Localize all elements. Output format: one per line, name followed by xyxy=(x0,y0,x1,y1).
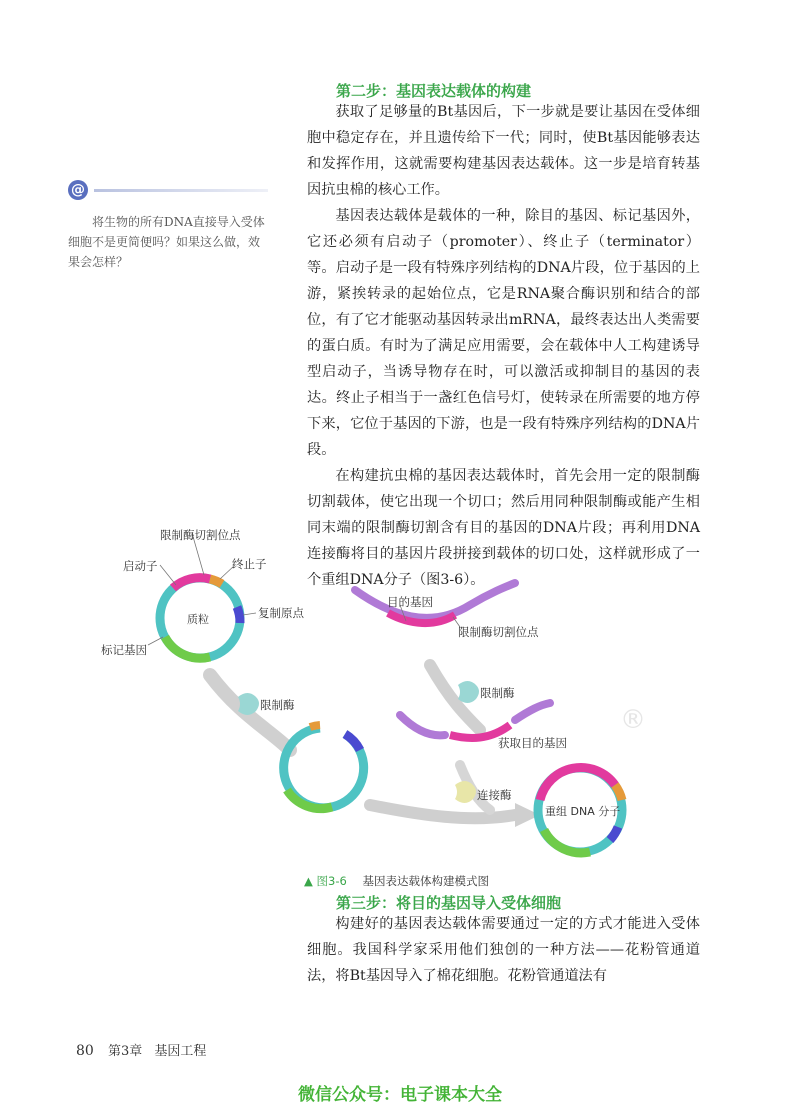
recombinant-dna-diagram xyxy=(538,768,622,853)
label-marker-gene: 标记基因 xyxy=(101,643,147,657)
caption-triangle-icon: ▲ xyxy=(304,874,313,888)
sidebar-header xyxy=(68,180,268,200)
paragraph: 在构建抗虫棉的基因表达载体时，首先会用一定的限制酶切割载体，使它出现一个切口；然后用同种限制酶或能产生相同末端的限制酶切割含有目的基因的DNA片段；再利用DNA连接酶将目的基因片段拼接到载体的切口处，这样就形成了一个重组DNA分子（图3-6）。 xyxy=(307,468,700,588)
sidebar-note xyxy=(68,180,268,272)
recombinant-label: 重组 DNA 分子 xyxy=(545,805,621,818)
section-heading-step3: 第三步：将目的基因导入受体细胞 xyxy=(336,894,562,912)
section-heading-step2: 第二步：基因表达载体的构建 xyxy=(336,82,532,100)
question-icon: @ xyxy=(68,180,88,200)
restriction-enzyme-icon xyxy=(238,693,259,715)
paragraph: 构建好的基因表达载体需要通过一定的方式才能进入受体细胞。我国科学家采用他们独创的一种方法——花粉管通道法，将Bt基因导入了棉花细胞。花粉管通道法有 xyxy=(307,916,700,984)
page-number: 80 xyxy=(76,1043,94,1059)
label-origin: 复制原点 xyxy=(258,606,304,620)
label-target-gene: 目的基因 xyxy=(387,595,433,609)
paragraph: 获取了足够量的Bt基因后，下一步就是要让基因在受体细胞中稳定存在，并且遗传给下一代；同时，使Bt基因能够表达和发挥作用，这就需要构建基因表达载体。这一步是培育转基因抗虫棉的核心工作。 xyxy=(307,104,700,198)
sidebar-question: 将生物的所有DNA直接导入受体细胞不是更简便吗？如果这么做，效果会怎样？ xyxy=(68,215,265,269)
step3-body xyxy=(307,911,700,989)
label-restriction-site-right: 限制酶切割位点 xyxy=(458,625,539,639)
label-restriction-enzyme-2: 限制酶 xyxy=(480,686,515,700)
chapter-title: 基因工程 xyxy=(154,1044,207,1059)
plasmid-label: 质粒 xyxy=(187,613,209,626)
caption-text: 基因表达载体构建模式图 xyxy=(362,874,489,888)
figure-caption xyxy=(304,873,489,889)
label-promoter: 启动子 xyxy=(123,559,158,573)
figure-3-6 xyxy=(70,515,710,880)
cut-plasmid-diagram xyxy=(284,725,364,809)
label-restriction-enzyme: 限制酶 xyxy=(260,698,295,712)
sidebar-rule xyxy=(94,189,268,192)
label-obtain-target-gene: 获取目的基因 xyxy=(498,736,567,750)
restriction-enzyme-icon xyxy=(458,681,479,703)
watermark-text: 微信公众号：电子课本大全 xyxy=(298,1085,502,1105)
donor-dna-strand xyxy=(355,583,515,623)
label-restriction-site: 限制酶切割位点 xyxy=(160,528,241,542)
plasmid-diagram xyxy=(160,578,240,659)
paragraph: 基因表达载体是载体的一种，除目的基因、标记基因外，它还必须有启动子（promoter）、终止子（terminator）等。启动子是一段有特殊序列结构的DNA片段，位于基因的上游，紧挨转录的起始位点，它是RNA聚合酶识别和结合的部位，有了它才能驱动基因转录出mRNA，最终表达出人类需要的蛋白质。有时为了满足应用需要，会在载体中人工构建诱导型启动子，当诱导物存在时，可以激活或抑制目的基因的表达。终止子相当于一盏红色信号灯，使转录在所需要的地方停下来，它位于基因的下游，也是一段有特殊序列结构的DNA片段。 xyxy=(307,208,700,458)
label-terminator: 终止子 xyxy=(232,557,267,571)
registered-mark: ® xyxy=(620,705,646,735)
caption-number: 图3-6 xyxy=(316,874,347,888)
page-footer xyxy=(76,1040,206,1059)
chapter-number: 第3章 xyxy=(107,1044,143,1059)
label-ligase: 连接酶 xyxy=(477,788,512,802)
